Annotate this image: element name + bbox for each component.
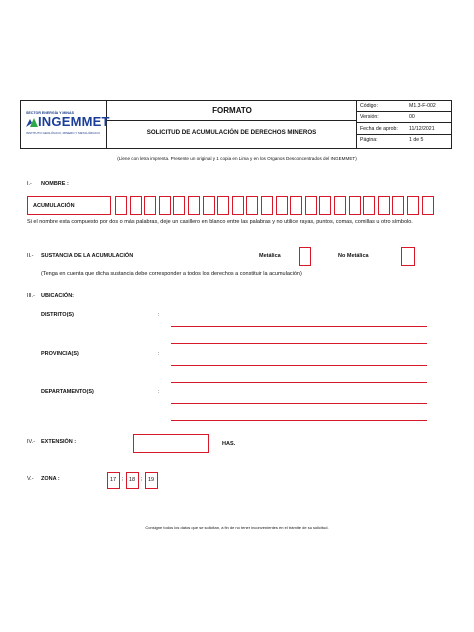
provincia-line-2[interactable]	[171, 382, 427, 383]
form-title: SOLICITUD DE ACUMULACIÓN DE DERECHOS MINEROS	[146, 129, 317, 136]
name-char-cell[interactable]	[246, 196, 258, 215]
section-1-number: I.-	[27, 181, 32, 187]
departamento-line-2[interactable]	[171, 420, 427, 421]
name-char-cell[interactable]	[363, 196, 375, 215]
provincia-colon: :	[158, 351, 160, 357]
distrito-line-2[interactable]	[171, 343, 427, 344]
section-5-number: V.-	[27, 476, 34, 482]
meta-row-page: Página: 1 de 5	[360, 137, 424, 143]
name-char-cell[interactable]	[378, 196, 390, 215]
meta-row-code: Código: M1.3-F-002	[357, 101, 451, 112]
meta-cell	[357, 101, 453, 148]
option-nonmetal-label: No Metálica	[338, 253, 369, 259]
section-2-note: (Tenga en cuenta que dicha sustancia debe corresponder a todos los derechos a constituir la acumulación)	[41, 271, 302, 277]
zone-18-box[interactable]: 18	[126, 472, 139, 489]
distrito-line-1[interactable]	[171, 326, 427, 327]
title-cell	[107, 101, 357, 148]
name-char-cell[interactable]	[217, 196, 229, 215]
section-4-label: EXTENSIÓN :	[41, 439, 77, 445]
instructions-text: (Llene con letra imprenta. Presente un original y 1 copia en Lima y en los Organos Desconcentrados del INGEMMET)	[117, 156, 357, 161]
meta-row-date: Fecha de aprob: 11/12/2021	[357, 124, 451, 135]
section-5-label: ZONA :	[41, 476, 60, 482]
name-char-cell[interactable]	[144, 196, 156, 215]
section-1-label: NOMBRE :	[41, 181, 69, 187]
logo-small-text: SECTOR ENERGÍA Y MINAS	[26, 111, 74, 115]
footer-note: Consigne todos los datos que se solicitan, a fin de no tener inconvenientes en el trámite de su solicitud.	[145, 525, 329, 530]
departamento-line-1[interactable]	[171, 403, 427, 404]
zone-17-box[interactable]: 17	[107, 472, 120, 489]
section-2-label: SUSTANCIA DE LA ACUMULACIÓN	[41, 253, 134, 259]
name-char-cell[interactable]	[305, 196, 317, 215]
distrito-colon: :	[158, 312, 160, 318]
name-char-cell[interactable]	[276, 196, 288, 215]
departamento-label: DEPARTAMENTO(S)	[41, 389, 94, 395]
name-char-cell[interactable]	[173, 196, 185, 215]
logo-name: INGEMMET	[38, 114, 110, 129]
zone-19-box[interactable]: 19	[145, 472, 158, 489]
logo-cell	[21, 101, 110, 148]
extension-input[interactable]	[133, 434, 209, 453]
nonmetal-checkbox[interactable]	[401, 247, 415, 266]
extension-unit: HAS.	[222, 441, 236, 447]
name-char-cell[interactable]	[261, 196, 273, 215]
section-2-number: II.-	[27, 253, 34, 259]
provincia-label: PROVINCIA(S)	[41, 351, 79, 357]
name-char-cell[interactable]	[392, 196, 404, 215]
ingemmet-logo-icon	[25, 116, 39, 128]
section-4-number: IV.-	[27, 439, 36, 445]
logo-subtext: INSTITUTO GEOLÓGICO, MINERO Y METALÚRGICO	[26, 131, 100, 135]
name-prefix-box	[27, 196, 111, 215]
section-3-number: III.-	[27, 293, 35, 299]
name-char-cell[interactable]	[130, 196, 142, 215]
metal-checkbox[interactable]	[299, 247, 311, 266]
name-char-cell[interactable]	[407, 196, 419, 215]
document-header	[20, 100, 452, 149]
name-char-cell[interactable]	[232, 196, 244, 215]
section-1-note: Si el nombre esta compuesto por dos o más palabras, deje un casillero en blanco entre las palabras y no utilice rayas, puntos, comas, comillas u otro símbolo.	[27, 219, 413, 225]
name-char-cell[interactable]	[203, 196, 215, 215]
name-char-cell[interactable]	[319, 196, 331, 215]
name-char-cell[interactable]	[334, 196, 346, 215]
name-prefix-label: ACUMULACIÓN	[33, 203, 75, 209]
zone-separator-1: ;	[122, 476, 124, 482]
option-metal-label: Metálica	[259, 253, 281, 259]
zone-separator-2: ;	[141, 476, 143, 482]
provincia-line-1[interactable]	[171, 365, 427, 366]
section-3-label: UBICACIÓN:	[41, 293, 74, 299]
name-char-cell[interactable]	[188, 196, 200, 215]
name-char-cell[interactable]	[115, 196, 127, 215]
departamento-colon: :	[158, 389, 160, 395]
meta-row-version: Versión: 00	[357, 112, 451, 123]
format-label: FORMATO	[212, 106, 252, 115]
distrito-label: DISTRITO(S)	[41, 312, 74, 318]
name-char-cell[interactable]	[349, 196, 361, 215]
name-char-cell[interactable]	[422, 196, 434, 215]
name-char-cell[interactable]	[290, 196, 302, 215]
name-char-cell[interactable]	[159, 196, 171, 215]
